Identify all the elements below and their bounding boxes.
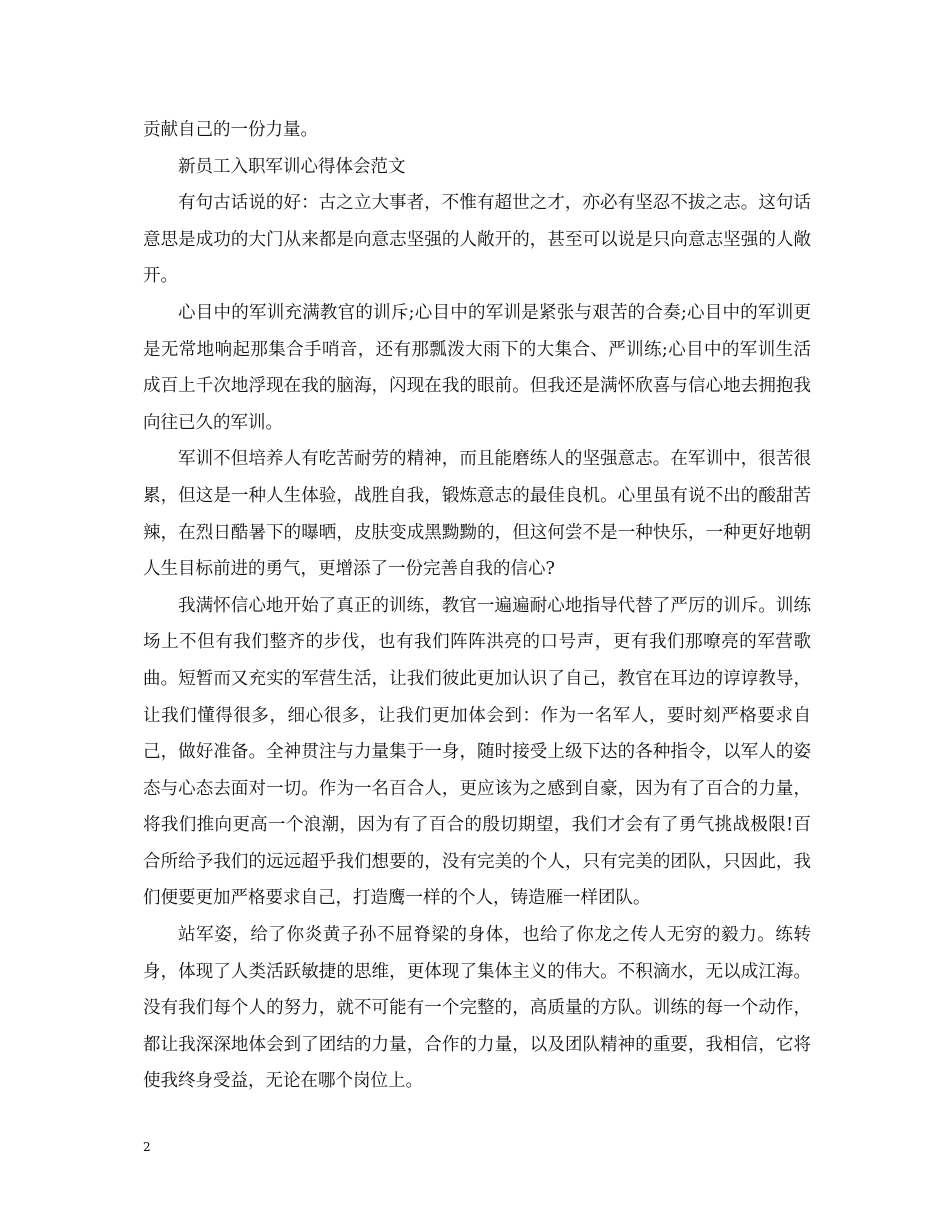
paragraph-proverb: 有句古话说的好：古之立大事者，不惟有超世之才，亦必有坚忍不拔之志。这句话意思是成功的大门从来都是向意志坚强的人敞开的，甚至可以说是只向意志坚强的人敞开。 xyxy=(143,193,811,287)
paragraph-hardship: 军训不但培养人有吃苦耐劳的精神，而且能磨练人的坚强意志。在军训中，很苦很累，但这是一种人生体验，战胜自我，锻炼意志的最佳良机。心里虽有说不出的酸甜苦辣，在烈日酷暑下的曝晒，皮肤变成黑黝黝的，但这何尝不是一种快乐，一种更好地朝人生目标前进的勇气，更增添了一份完善自我的信心? xyxy=(143,449,811,580)
paragraph-training: 我满怀信心地开始了真正的训练，教官一遍遍耐心地指导代替了严厉的训斥。训练场上不但有我们整齐的步伐，也有我们阵阵洪亮的口号声，更有我们那嘹亮的军营歌曲。短暂而又充实的军营生活，让我们彼此更加认识了自己，教官在耳边的谆谆教导，让我们懂得很多，细心很多，让我们更加体会到：作为一名军人，要时刻严格要求自己，做好准备。全神贯注与力量集于一身，随时接受上级下达的各种指令，以军人的姿态与心态去面对一切。作为一名百合人，更应该为之感到自豪，因为有了百合的力量，将我们推向更高一个浪潮，因为有了百合的殷切期望，我们才会有了勇气挑战极限!百合所给予我们的远远超乎我们想要的，没有完美的个人，只有完美的团队，只因此，我们便要更加严格要求自己，打造鹰一样的个人，铸造雁一样团队。 xyxy=(143,595,811,909)
paragraph-posture: 站军姿，给了你炎黄子孙不屈脊梁的身体，也给了你龙之传人无穷的毅力。练转身，体现了人类活跃敏捷的思维，更体现了集体主义的伟大。不积滴水，无以成江海。没有我们每个人的努力，就不可能有一个完整的，高质量的方队。训练的每一个动作，都让我深深地体会到了团结的力量，合作的力量，以及团队精神的重要，我相信，它将使我终身受益，无论在哪个岗位上。 xyxy=(143,925,811,1092)
page-number: 2 xyxy=(143,1140,151,1154)
section-title: 新员工入职军训心得体会范文 xyxy=(178,156,406,177)
body-text xyxy=(143,112,811,1100)
paragraph-expectations: 心目中的军训充满教官的训斥;心目中的军训是紧张与艰苦的合奏;心目中的军训更是无常地响起那集合手哨音，还有那瓢泼大雨下的大集合、严训练;心目中的军训生活成百上千次地浮现在我的脑海，闪现在我的眼前。但我还是满怀欣喜与信心地去拥抱我向往已久的军训。 xyxy=(143,302,811,433)
paragraph-continuation: 贡献自己的一份力量。 xyxy=(143,120,318,140)
